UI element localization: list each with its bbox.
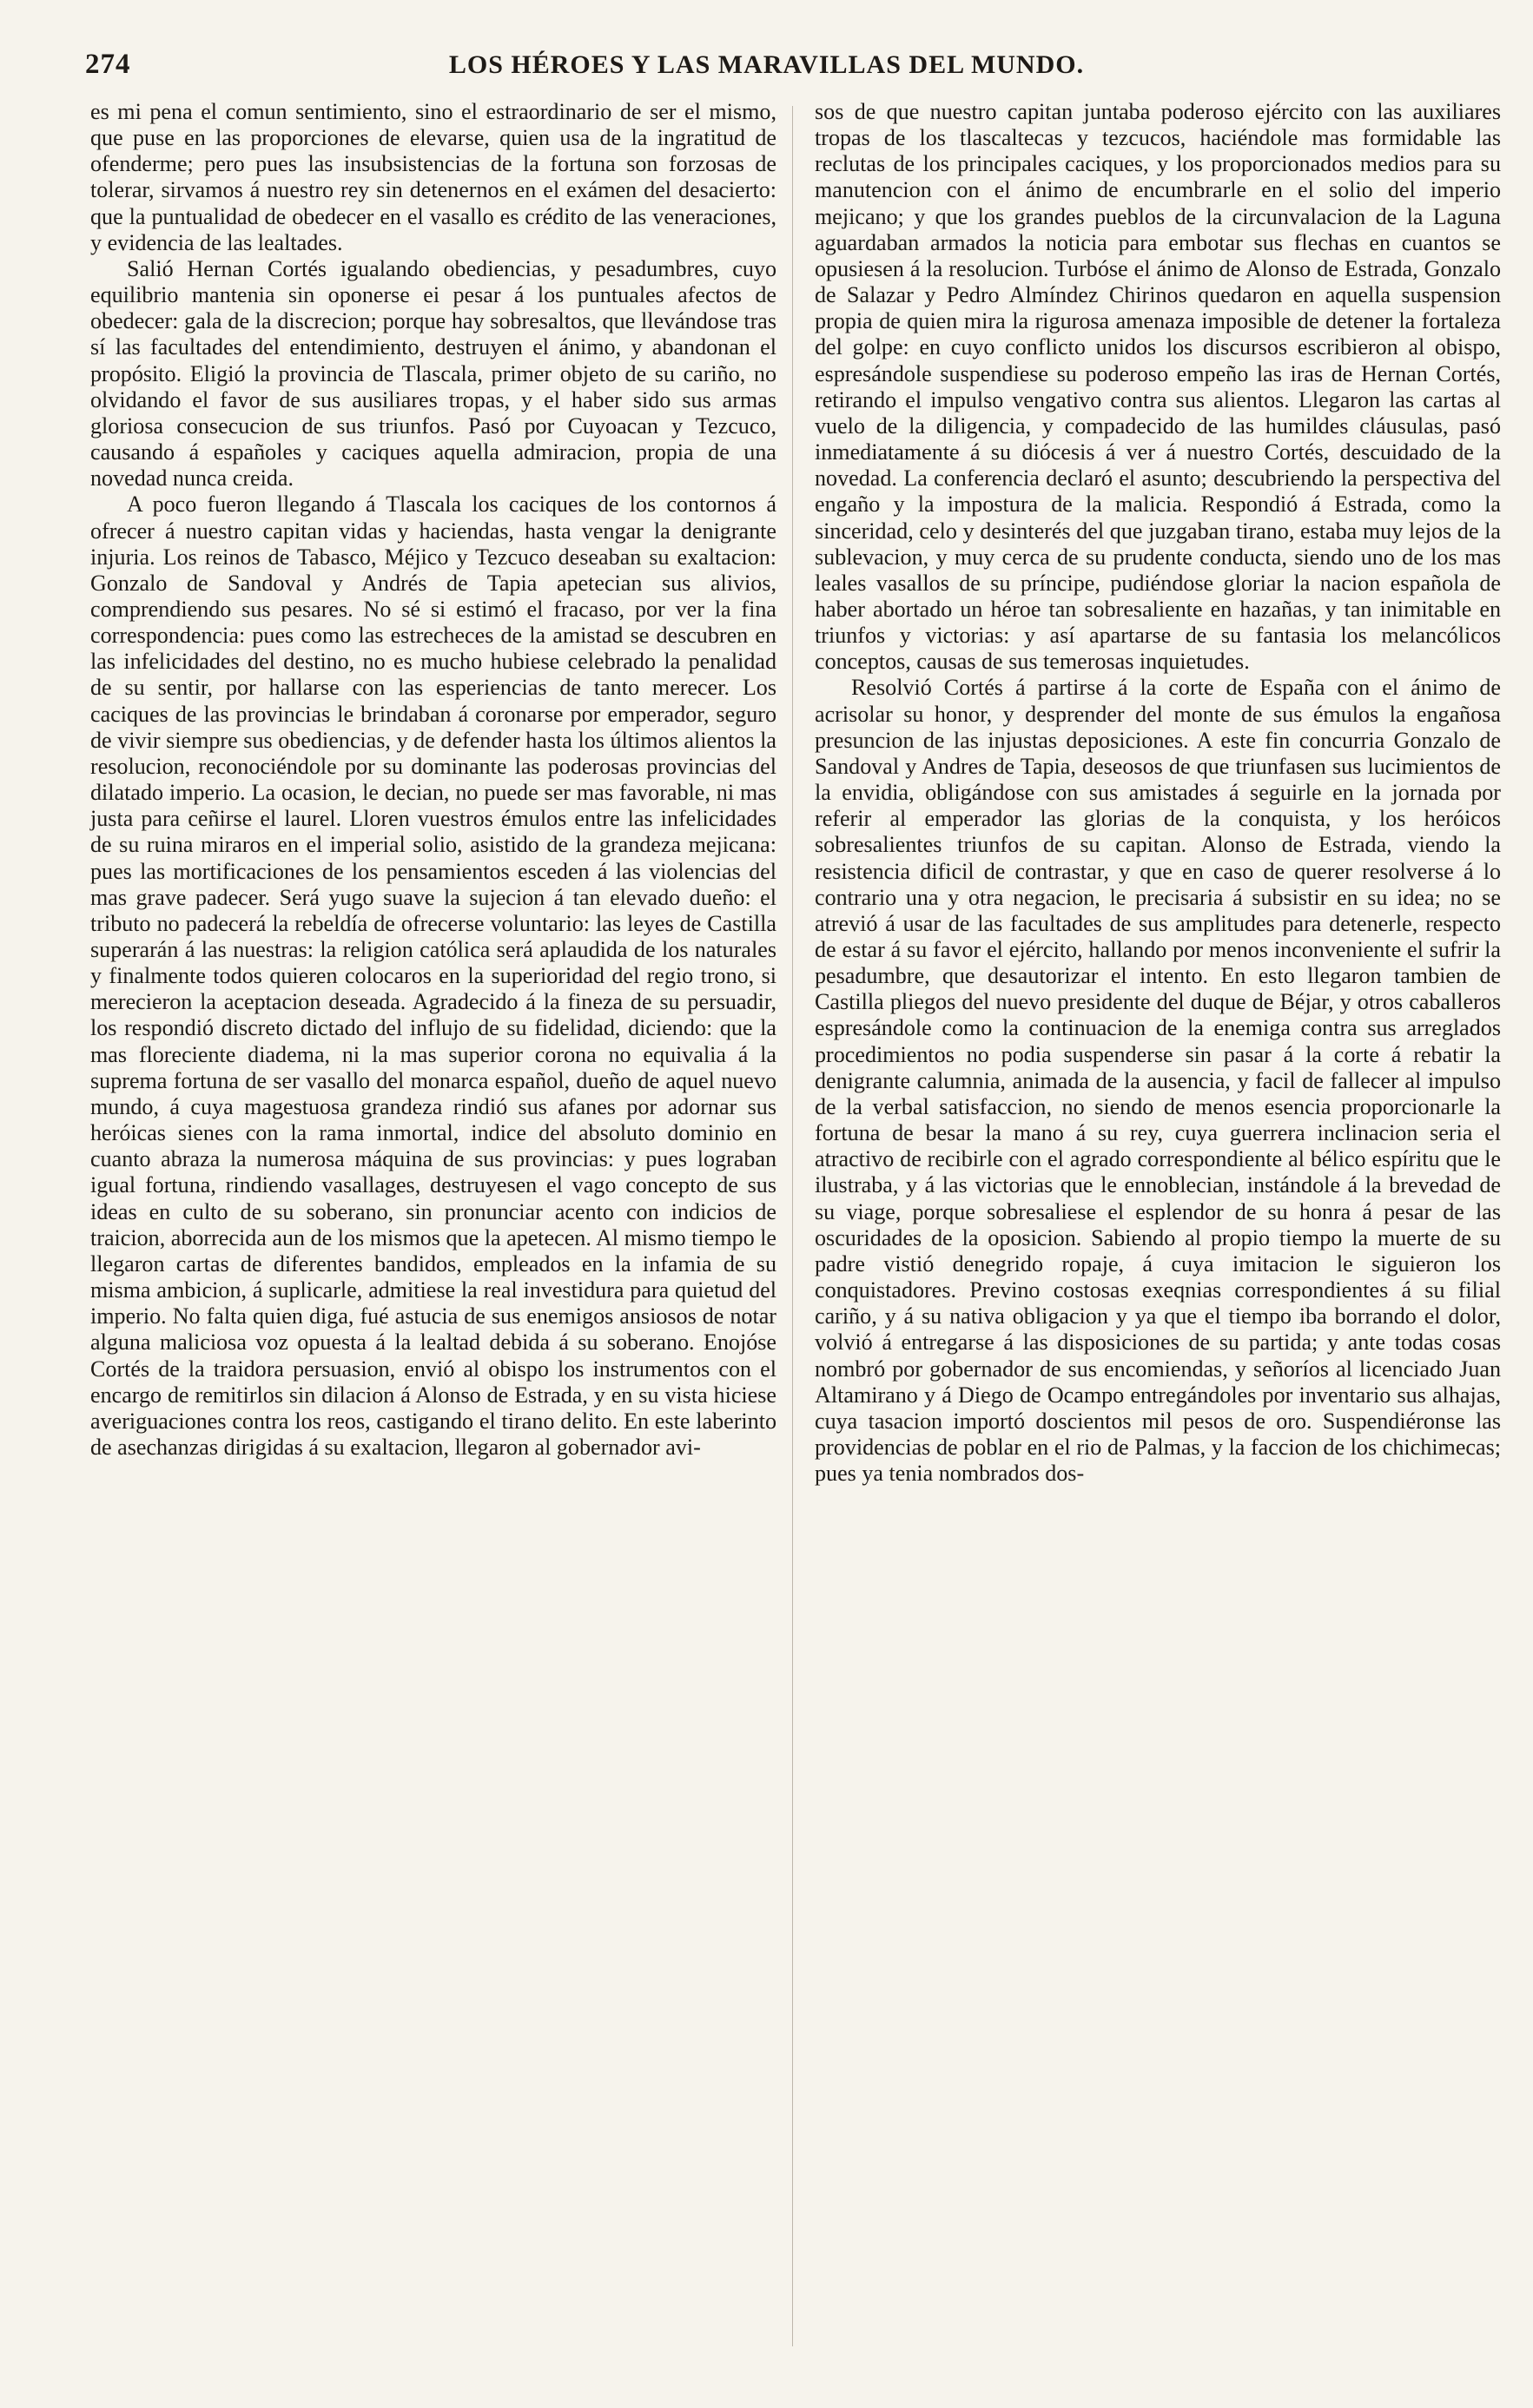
paragraph: Resolvió Cortés á partirse á la corte de España con el ánimo de acrisolar su honor, y desprender del monte de sus émulos la engañosa presuncion de las injustas deposiciones. A este fin concurria Gonzalo de Sandoval y Andres de Tapia, deseosos de que triunfasen sus lucimientos de la envidia, obligándose con sus amistades á seguirle en la jornada por referir al emperador las glorias de la conquista, y los heróicos sobresalientes triunfos de su capitan. Alonso de Estrada, viendo la resistencia dificil de contrastar, y que en caso de querer resolverse á lo contrario una y otra negacion, le precisaria á subsistir en su idea; no se atrevió á usar de las facultades de sus amplitudes para detenerle, respecto de estar á su favor el ejército, hallando por menos inconveniente el sufrir la pesadumbre, que desautorizar el intento. En esto llegaron tambien de Castilla pliegos del nuevo presidente del duque de Béjar, y otros caballeros espresándole como la continuacion de la enemiga contra sus arreglados procedimientos no podia suspenderse sin pasar á la corte á rebatir la denigrante calumnia, animada de la ausencia, y facil de fallecer al impulso de la verbal satisfaccion, no siendo de menos esencia proporcionarle la fortuna de besar la mano á su rey, cuya guerrera inclinacion seria el atractivo de recibirle con el agrado correspondiente al bélico espíritu que le ilustraba, y á las victorias que le ennoblecian, instándole á la brevedad de su viage, porque sobresaliese el esplendor de su honra á pesar de las oscuridades de la oposicion. Sabiendo al propio tiempo la muerte de su padre vistió denegrido ropaje, á cuya imitacion le siguieron los conquistadores. Previno costosas exeqnias correspondientes á su filial cariño, y á su nativa obligacion y ya que el tiempo iba borrando el dolor, volvió á entregarse á las disposiciones de su partida; y ante todas cosas nombró por gobernador de sus encomiendas, y señoríos al licenciado Juan Altamirano y á Diego de Ocampo entregándoles por inventario sus alhajas, cuya tasacion importó doscientos mil pesos de oro. Suspendiéronse las providencias de poblar en el rio de Palmas, y la faccion de los chichimecas; pues ya tenia nombrados dos- [815, 675, 1501, 1487]
column-divider [792, 106, 793, 2346]
left-text-column [90, 99, 776, 1461]
running-head-title: LOS HÉROES Y LAS MARAVILLAS DEL MUNDO. [448, 50, 1085, 79]
paragraph: A poco fueron llegando á Tlascala los caciques de los contornos á ofrecer á nuestro capitan vidas y haciendas, hasta vengar la denigrante injuria. Los reinos de Tabasco, Méjico y Tezcuco deseaban su exaltacion: Gonzalo de Sandoval y Andrés de Tapia apetecian sus alivios, comprendiendo sus pesares. No sé si estimó el fracaso, por ver la fina correspondencia: pues como las estrecheces de la amistad se descubren en las infelicidades del destino, no es mucho hubiese celebrado la penalidad de su sentir, por hallarse con las esperiencias de tanto merecer. Los caciques de las provincias le brindaban á coronarse por emperador, seguro de vivir siempre sus obediencias, y de defender hasta los últimos alientos la resolucion, reconociéndole por su dominante las poderosas provincias del dilatado imperio. La ocasion, le decian, no puede ser mas favorable, ni mas justa para ceñirse el laurel. Lloren vuestros émulos entre las infelicidades de su ruina miraros en el imperial solio, asistido de la grandeza mejicana: pues las mortificaciones de los pensamientos esceden á las violencias del mas grave padecer. Será yugo suave la sujecion á tan elevado dueño: el tributo no padecerá la rebeldía de ofrecerse voluntario: las leyes de Castilla superarán á las nuestras: la religion católica será aplaudida de los naturales y finalmente todos quieren colocaros en la superioridad del regio trono, si merecieron la aceptacion deseada. Agradecido á la fineza de su persuadir, los respondió discreto dictado del influjo de su fidelidad, diciendo: que la mas floreciente diadema, ni la mas superior corona no equivalia á la suprema fortuna de ser vasallo del monarca español, dueño de aquel nuevo mundo, á cuya magestuosa grandeza rindió sus afanes por adornar sus heróicas sienes con la rama inmortal, indice del absoluto dominio en cuanto abraza la numerosa máquina de sus provincias: y pues lograban igual fortuna, rindiendo vasallages, destruyesen el vago concepto de sus ideas en culto de su soberano, sin pronunciar acento con indicios de traicion, aborrecida aun de los mismos que la apetecen. Al mismo tiempo le llegaron cartas de diferentes bandidos, empleados en la infamia de su misma ambicion, á suplicarle, admitiese la real investidura para quietud del imperio. No falta quien diga, fué astucia de sus enemigos ansiosos de notar alguna maliciosa voz opuesta á la lealtad debida á su soberano. Enojóse Cortés de la traidora persuasion, envió al obispo los instrumentos con el encargo de remitirlos sin dilacion á Alonso de Estrada, y en su vista hiciese averiguaciones contra los reos, castigando el tirano delito. En este laberinto de asechanzas dirigidas á su exaltacion, llegaron al gobernador avi- [90, 491, 776, 1460]
paragraph: es mi pena el comun sentimiento, sino el estraordinario de ser el mismo, que puse en las proporciones de elevarse, quien usa de la ingratitud de ofenderme; pero pues las insubsistencias de la fortuna son forzosas de tolerar, sirvamos á nuestro rey sin detenernos en el exámen del desacierto: que la puntualidad de obedecer en el vasallo es crédito de las veneraciones, y evidencia de las lealtades. [90, 99, 776, 255]
page-number: 274 [85, 49, 131, 80]
paragraph: Salió Hernan Cortés igualando obediencias, y pesadumbres, cuyo equilibrio mantenia sin oponerse ei pesar á los puntuales afectos de obedecer: gala de la discrecion; porque hay sobresaltos, que llevándose tras sí las facultades del entendimiento, destruyen el ánimo, y abandonan el propósito. Eligió la provincia de Tlascala, primer objeto de su cariño, no olvidando el favor de sus ausiliares tropas, y el haber sido sus armas gloriosa consecucion de sus triunfos. Pasó por Cuyoacan y Tezcuco, causando á españoles y caciques aquella admiracion, propia de una novedad nunca creida. [90, 255, 776, 491]
paragraph: sos de que nuestro capitan juntaba poderoso ejército con las auxiliares tropas de los tlascaltecas y tezcucos, haciéndole mas formidable las reclutas de los principales caciques, y los proporcionados medios para su manutencion con el ánimo de encumbrarle en el solio del imperio mejicano; y que los grandes pueblos de la circunvalacion de la Laguna aguardaban armados la noticia para embotar sus flechas en cuantos se opusiesen á la resolucion. Turbóse el ánimo de Alonso de Estrada, Gonzalo de Salazar y Pedro Almíndez Chirinos quedaron en aquella suspension propia de quien mira la rigurosa amenaza imposible de detener la fortaleza del golpe: en cuyo conflicto unidos los discursos escribieron al obispo, espresándole suspendiese su poderoso empeño las iras de Hernan Cortés, retirando el impulso vengativo contra sus alientos. Llegaron las cartas al vuelo de la diligencia, y compadecido de las humildes cláusulas, pasó inmediatamente á su diócesis á ver á nuestro Cortés, descuidado de la novedad. La conferencia declaró el asunto; descubriendo la perspectiva del engaño y la impostura de la malicia. Respondió á Estrada, como la sinceridad, celo y desinterés del que juzgaban tirano, estaba muy lejos de la sublevacion, y muy cerca de su prudente conducta, siendo uno de los mas leales vasallos de su príncipe, pudiéndose gloriar la nacion española de haber abortado un héroe tan sobresaliente en hazañas, y tan inimitable en triunfos y victorias: y así apartarse de su fantasia los melancólicos conceptos, causas de sus temerosas inquietudes. [815, 99, 1501, 675]
right-text-column [815, 99, 1501, 1487]
